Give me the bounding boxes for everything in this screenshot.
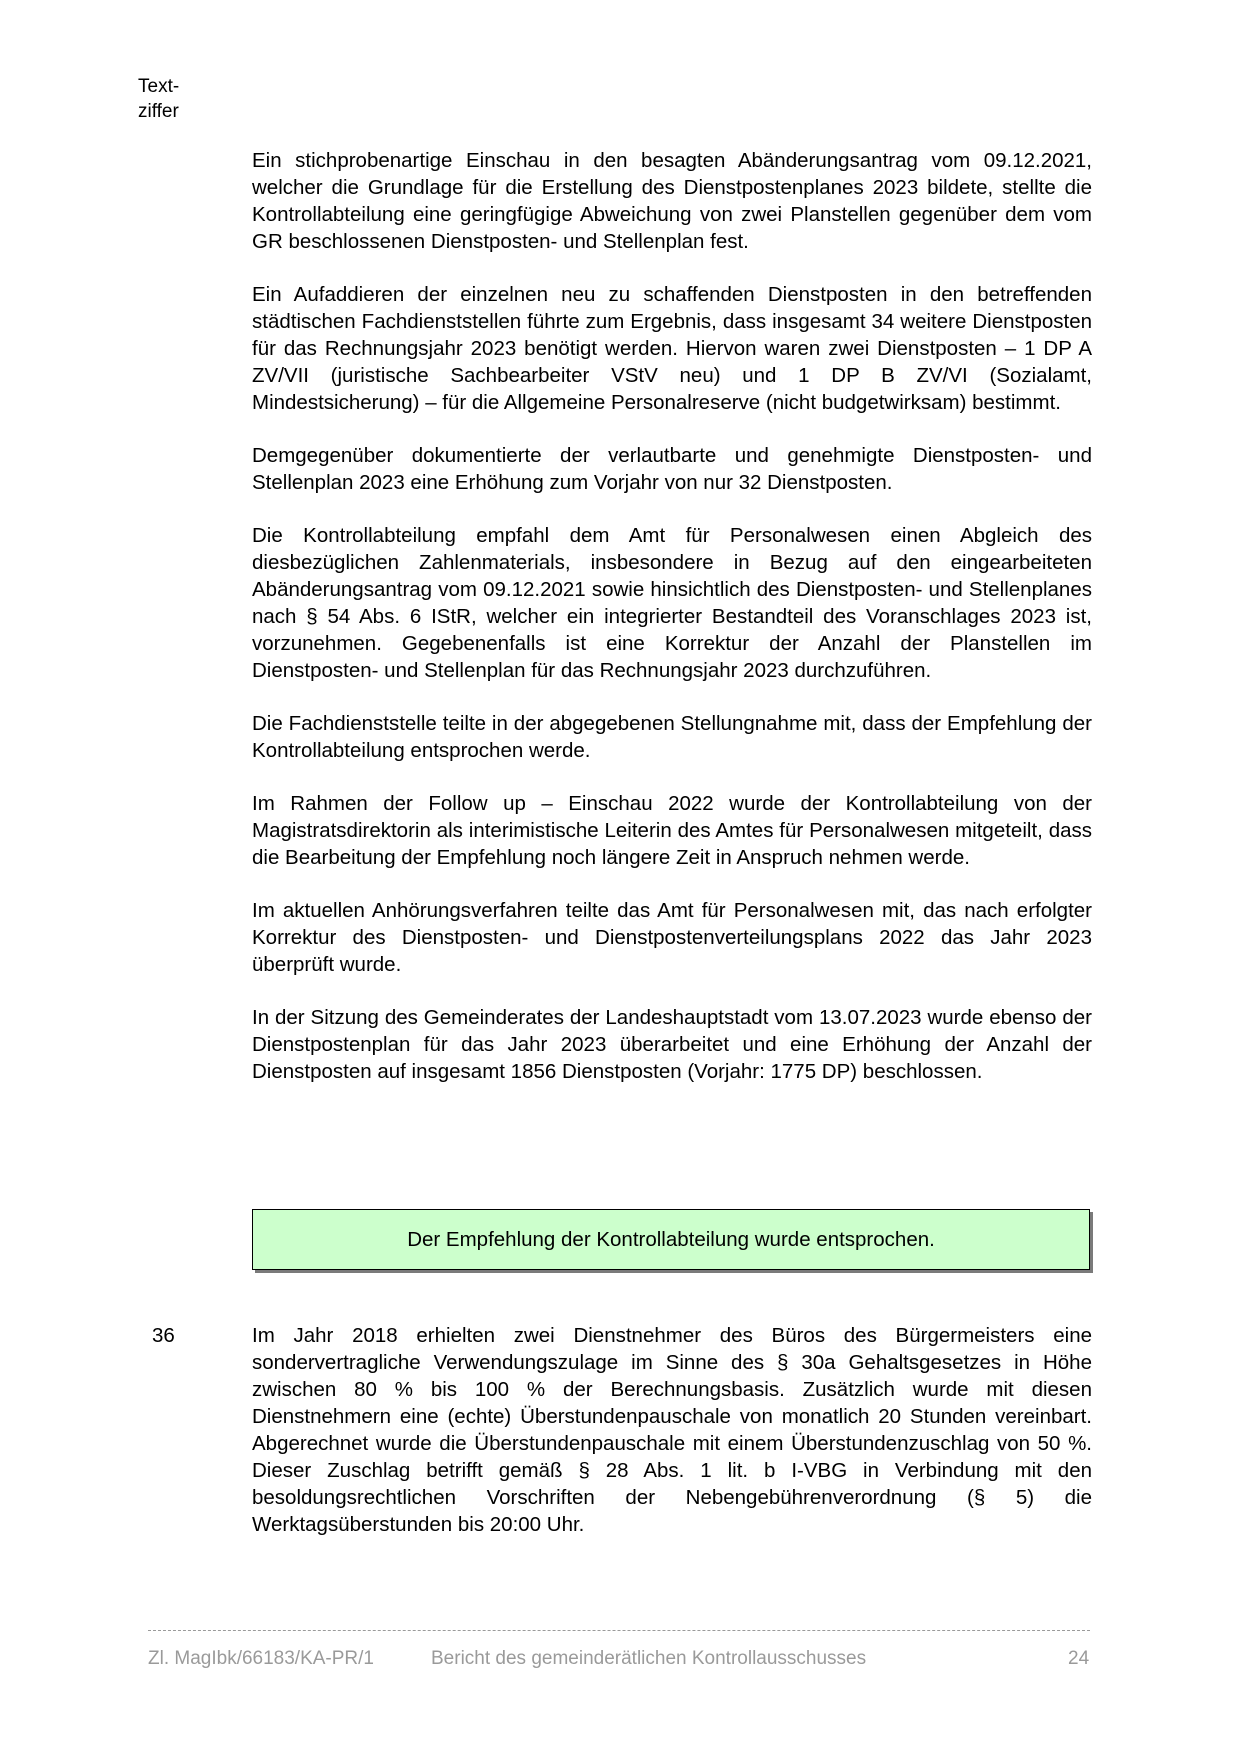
footer-report-title: Bericht des gemeinderätlichen Kontrollausschusses	[431, 1648, 867, 1669]
paragraph: Im aktuellen Anhörungsverfahren teilte das Amt für Personalwesen mit, das nach erfolgter Korrektur des Dienstposten- und Dienstpostenverteilungsplans 2022 das Jahr 2023 überprüft wurde.	[252, 899, 1092, 976]
section-36-paragraph: Im Jahr 2018 erhielten zwei Dienstnehmer des Büros des Bürgermeisters eine sondervertragliche Verwendungszulage im Sinne des § 30a Gehaltsgesetzes in Höhe zwischen 80 % bis 100 % der Berechnungsbasis. Zusätzlich wurde mit diesen Dienstnehmern eine (echte) Überstundenpauschale von monatlich 20 Stunden vereinbart. Abgerechnet wurde die Überstundenpauschale mit einem Überstundenzuschlag von 50 %. Dieser Zuschlag betrifft gemäß § 28 Abs. 1 lit. b I-VBG in Verbindung mit den besoldungsrechtlichen Vorschriften der Nebengebührenverordnung (§ 5) die Werktagsüberstunden bis 20:00 Uhr.	[252, 1324, 1092, 1536]
recommendation-status-box	[252, 1209, 1090, 1270]
margin-label-line1: Text-	[138, 76, 180, 97]
footer-page-number: 24	[1068, 1648, 1090, 1669]
paragraph: Ein stichprobenartige Einschau in den besagten Abänderungsantrag vom 09.12.2021, welcher die Grundlage für die Erstellung des Dienstpostenplanes 2023 bildete, stellte die Kontrollabteilung eine geringfügige Abweichung von zwei Planstellen gegenüber dem vom GR beschlossenen Dienstposten- und Stellenplan fest.	[252, 149, 1092, 253]
paragraph: Demgegenüber dokumentierte der verlautbarte und genehmigte Dienstposten- und Stellenplan 2023 eine Erhöhung zum Vorjahr von nur 32 Dienstposten.	[252, 444, 1092, 494]
textziffer-number: 36	[152, 1324, 175, 1347]
main-text-block	[252, 147, 1092, 1111]
recommendation-status-text: Der Empfehlung der Kontrollabteilung wurde entsprochen.	[407, 1227, 935, 1251]
paragraph: Im Rahmen der Follow up – Einschau 2022 wurde der Kontrollabteilung von der Magistratsdirektorin als interimistische Leiterin des Amtes für Personalwesen mitgeteilt, dass die Bearbeitung der Empfehlung noch längere Zeit in Anspruch nehmen werde.	[252, 792, 1092, 869]
paragraph: Die Fachdienststelle teilte in der abgegebenen Stellungnahme mit, dass der Empfehlung der Kontrollabteilung entsprochen werde.	[252, 712, 1092, 762]
margin-label-textziffer	[138, 74, 179, 124]
paragraph: In der Sitzung des Gemeinderates der Landeshauptstadt vom 13.07.2023 wurde ebenso der Dienstpostenplan für das Jahr 2023 überarbeitet und eine Erhöhung der Anzahl der Dienstposten auf insgesamt 1856 Dienstposten (Vorjahr: 1775 DP) beschlossen.	[252, 1006, 1092, 1083]
margin-label-line2: ziffer	[138, 101, 179, 122]
paragraph: Ein Aufaddieren der einzelnen neu zu schaffenden Dienstposten in den betreffenden städtischen Fachdienststellen führte zum Ergebnis, dass insgesamt 34 weitere Dienstposten für das Rechnungsjahr 2023 benötigt werden. Hiervon waren zwei Dienstposten – 1 DP A ZV/VII (juristische Sachbearbeiter VStV neu) und 1 DP B ZV/VI (Sozialamt, Mindestsicherung) – für die Allgemeine Personalreserve (nicht budgetwirksam) bestimmt.	[252, 283, 1092, 414]
footer-divider	[148, 1630, 1090, 1631]
paragraph: Die Kontrollabteilung empfahl dem Amt für Personalwesen einen Abgleich des diesbezüglichen Zahlenmaterials, insbesondere in Bezug auf den eingearbeiteten Abänderungsantrag vom 09.12.2021 sowie hinsichtlich des Dienstposten- und Stellenplanes nach § 54 Abs. 6 IStR, welcher ein integrierter Bestandteil des Voranschlages 2023 ist, vorzunehmen. Gegebenenfalls ist eine Korrektur der Anzahl der Planstellen im Dienstposten- und Stellenplan für das Rechnungsjahr 2023 durchzuführen.	[252, 524, 1092, 682]
section-36-block	[252, 1322, 1092, 1564]
footer-reference: Zl. MagIbk/66183/KA-PR/1	[148, 1648, 374, 1669]
